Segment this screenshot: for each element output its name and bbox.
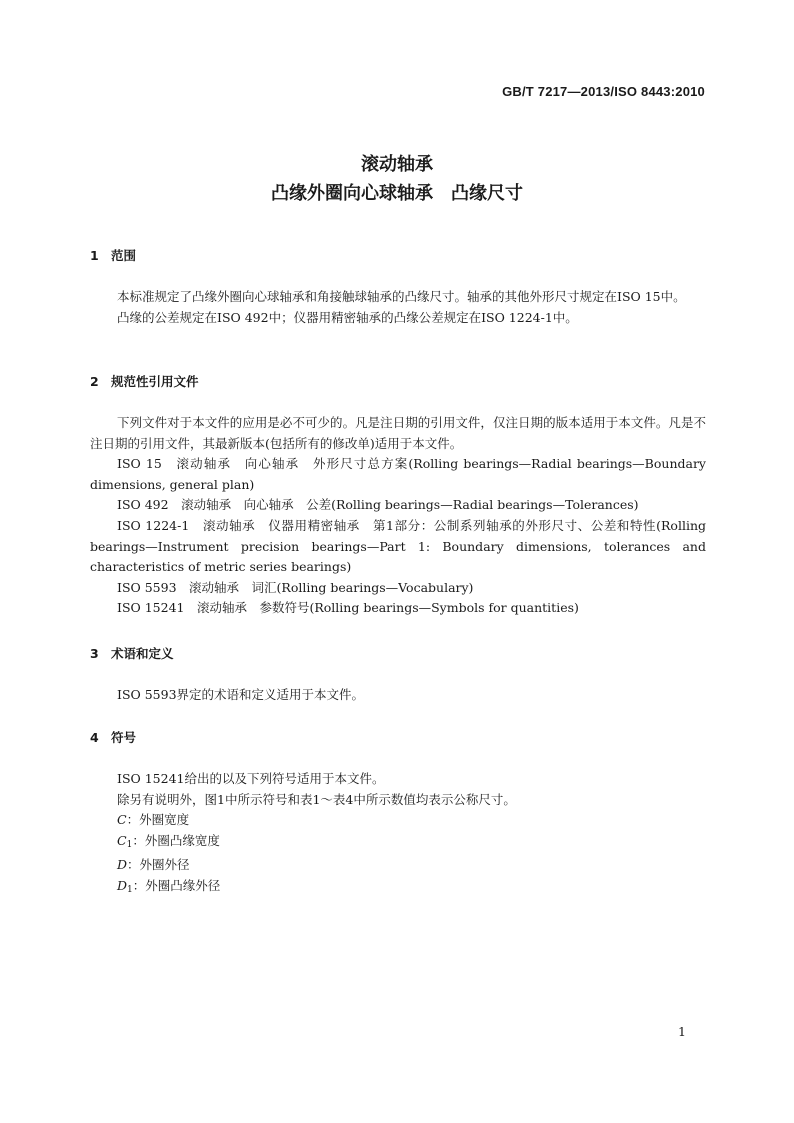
section-1-title: 范围	[111, 248, 137, 263]
section-3-title: 术语和定义	[111, 646, 174, 661]
section-3-heading	[90, 645, 174, 663]
symbol-d-line	[90, 855, 706, 876]
symbol-d1-desc: ：外圈凸缘外径	[132, 877, 221, 893]
section-4-number: 4	[90, 730, 99, 745]
section-2-number: 2	[90, 374, 99, 389]
symbol-c1-line	[90, 831, 706, 856]
section-1-number: 1	[90, 248, 99, 263]
symbol-d1: D	[117, 877, 128, 893]
symbol-c1-desc: ：外圈凸缘宽度	[132, 832, 220, 848]
section-2-heading	[90, 373, 199, 391]
symbol-c1-subscript: 1	[126, 839, 133, 850]
s4-paragraph-2: 除另有说明外，图1中所示符号和表1～表4中所示数值均表示公称尺寸。	[117, 791, 516, 807]
s2-reference-iso-5593: ISO 5593 滚动轴承 词汇(Rolling bearings—Vocabulary)	[117, 579, 474, 595]
section-4-title: 符号	[111, 730, 137, 745]
section-1-body	[90, 287, 706, 328]
section-2-body	[90, 413, 706, 619]
title-line-1: 滚动轴承	[361, 154, 433, 175]
symbol-c-desc: ：外圈宽度	[126, 812, 190, 828]
section-3-number: 3	[90, 646, 99, 661]
section-4-body	[90, 769, 706, 901]
symbol-d-desc: ：外圈外径	[127, 857, 190, 873]
section-3-body	[90, 685, 706, 706]
symbol-c1: C	[117, 832, 127, 848]
symbol-c-line	[90, 810, 706, 831]
s2-reference-iso-492: ISO 492 滚动轴承 向心轴承 公差(Rolling bearings—Radial bearings—Tolerances)	[117, 497, 639, 513]
section-2-title: 规范性引用文件	[111, 374, 199, 389]
s3-paragraph-1: ISO 5593界定的术语和定义适用于本文件。	[117, 687, 365, 702]
s1-paragraph-1: 本标准规定了凸缘外圈向心球轴承和角接触球轴承的凸缘尺寸。轴承的其他外形尺寸规定在ISO 15中。	[117, 289, 686, 304]
section-1-heading	[90, 247, 136, 265]
standard-code: GB/T 7217—2013/ISO 8443:2010	[502, 84, 705, 99]
symbol-d1-subscript: 1	[127, 884, 133, 895]
s2-paragraph-1: 下列文件对于本文件的应用是必不可少的。凡是注日期的引用文件，仅注日期的版本适用于本文件。凡是不注日期的引用文件，其最新版本(包括所有的修改单)适用于本文件。	[90, 415, 706, 451]
symbol-d1-line	[90, 876, 706, 901]
symbol-c: C	[117, 812, 127, 828]
document-title	[0, 150, 794, 208]
s1-paragraph-2: 凸缘的公差规定在ISO 492中；仪器用精密轴承的凸缘公差规定在ISO 1224-1中。	[117, 309, 578, 325]
s2-reference-iso-1224-1: ISO 1224-1 滚动轴承 仪器用精密轴承 第1部分：公制系列轴承的外形尺寸、公差和特性(Rolling bearings—Instrument precision bearings—Part 1: Boundary dimensions, tolerances and characteristics of metric series bearings)	[90, 517, 706, 575]
title-line-2: 凸缘外圈向心球轴承 凸缘尺寸	[271, 183, 523, 204]
s2-reference-iso-15: ISO 15 滚动轴承 向心轴承 外形尺寸总方案(Rolling bearings—Radial bearings—Boundary dimensions, general plan)	[90, 456, 706, 492]
s4-paragraph-1: ISO 15241给出的以及下列符号适用于本文件。	[117, 771, 385, 786]
section-4-heading	[90, 729, 136, 747]
page-number: 1	[678, 1024, 686, 1039]
s2-reference-iso-15241: ISO 15241 滚动轴承 参数符号(Rolling bearings—Symbols for quantities)	[117, 600, 579, 616]
symbol-d: D	[117, 857, 128, 873]
